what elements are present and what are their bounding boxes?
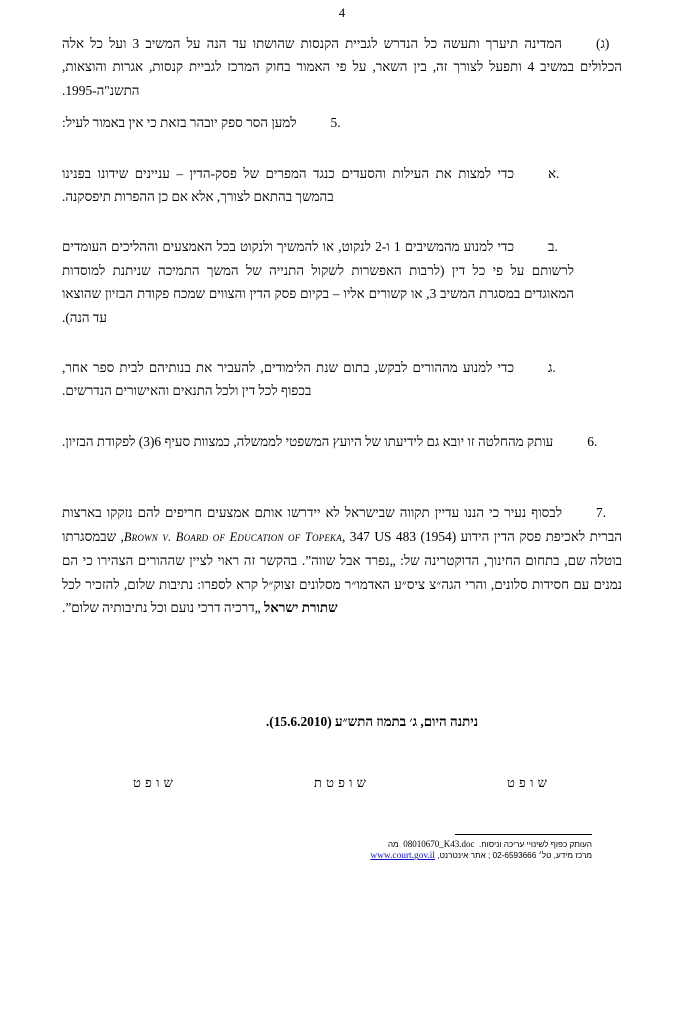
sub-clause-b-paragraph [62, 235, 574, 329]
footer-line-1 [0, 839, 592, 850]
footer-line-2 [0, 850, 592, 862]
item-6-text: עותק מהחלטה זו יובא גם לידיעתו של היועץ המשפטי לממשלה, כמצוות סעיף 6(3) לפקודת הבזיון. [62, 433, 554, 449]
sub-clause-b-marker: .ב [548, 239, 558, 255]
item-6-paragraph [62, 430, 622, 453]
item-7-bold-phrase: שתורת ישראל [263, 599, 338, 615]
clause-gimel-marker: (ג) [596, 36, 610, 51]
item-5-paragraph [62, 111, 622, 134]
spacer [62, 403, 622, 430]
footer-info-center-label: מרכז מידע, טל׳ [538, 851, 592, 861]
item-7-marker: .7 [596, 505, 607, 521]
sub-clause-c-paragraph [62, 356, 574, 403]
footer-website-link[interactable]: www.court.gov.il [370, 851, 436, 862]
footer-doc-code: 08010670_K43.doc [403, 839, 475, 849]
footer-phone-number: 02-6593666 [492, 851, 537, 861]
item-5-text: למען הסר ספק יובהר בזאת כי אין באמור לעיל: [62, 115, 297, 131]
spacer [62, 135, 622, 162]
case-citation-name: Brown v. Board of Education of Topeka [123, 529, 342, 544]
decision-date-line: ניתנה היום, ג׳ בתמוז התש״ע (15.6.2010). [265, 714, 479, 729]
sub-clause-c-block [62, 356, 574, 403]
footer-divider [455, 834, 592, 835]
sub-clause-b-block [62, 235, 574, 329]
spacer [62, 480, 622, 501]
signature-row [62, 774, 622, 792]
clause-gimel-paragraph [62, 32, 622, 102]
item-6-marker: .6 [587, 433, 598, 449]
sub-clause-b-text: כדי למנוע מהמשיבים 1 ו-2 לנקוט, או להמשיך ולנקוט בכל האמצעים וההליכים העומדים לרשותם על פי כל דין (לרבות האפשרות לשקול התנייה של המשך התמיכה שניתנת למוסדות המאוגדים במסגרת המשיב 3, או קשורים אליו – בקיום פסק הדין והצווים שמכח פקודת הבזיון שהוצאו עד הנה). [62, 239, 574, 325]
signature-slot-1 [436, 774, 622, 792]
signature-slot-2 [249, 774, 435, 792]
sub-clause-a-block [62, 162, 574, 209]
page-number: 4 [338, 6, 346, 20]
footer-text-block [0, 839, 592, 863]
judge-title-1: שופט [507, 775, 551, 790]
item-7-text-part3: „דרכיה דרכי נועם וכל נתיבותיה שלום”. [62, 599, 264, 615]
item-7-text-part2: , שבמסגרתו בוטלה שם, בתחום החינוך, הדוקטרינה של: „נפרד אבל שווה”. בהקשר זה ראוי לציין שההורים הצהירו כי הם נמנים עם חסידות סלונים, והרי הגה״צ ציס״ע האדמו״ר מסלונים זצוק״ל קרא לספרו: נתיבות שלום, להזכיר לכל [62, 528, 622, 592]
spacer [62, 208, 622, 235]
item-5-marker: .5 [330, 115, 341, 131]
sub-clause-a-text: כדי למצות את העילות והסעדים כנגד המפרים של פסק-הדין – עניינים שידונו בפנינו בהמשך בהתאם לצורך, אלא אם כן ההפרות תיפסקנה. [62, 165, 514, 205]
document-body [62, 32, 622, 619]
item-7-paragraph [62, 501, 622, 619]
sub-clause-a-paragraph [62, 162, 574, 209]
sub-clause-c-text: כדי למנוע מההורים לבקש, בתום שנת הלימודים, להעביר את בנותיהם לבית ספר אחר, בכפוף לכל דין ולכל התנאים והאישורים הנדרשים. [62, 360, 514, 399]
spacer [62, 102, 622, 111]
sub-clause-a-marker: .א [548, 165, 560, 181]
judge-title-2: שופטת [313, 775, 371, 790]
judge-title-3: שופט [133, 775, 177, 790]
footer-initials: מה [387, 840, 399, 849]
signature-slot-3 [62, 774, 248, 792]
sub-clause-c-marker: .ג [548, 360, 556, 376]
item-7-text-part1: לבסוף נעיר כי הננו עדיין תקווה שבישראל לא יידרשו אותם אמצעים חריפים להם נזקקו בארצות הברית לאכיפת פסק הדין הידוע [62, 505, 622, 544]
footer-disclaimer: העותק כפוף לשינויי עריכה וניסוח. [479, 840, 592, 849]
clause-gimel-text: המדינה תיערך ותעשה כל הנדרש לגביית הקנסות שהושתו עד הנה על המשיב 3 ועל כל אלה הכלולים במשיב 4 ותפעל לצורך זה, בין השאר, על פי האמור בחוק המרכז לגביית קנסות, אגרות והוצאות, התשנ"ה-1995. [62, 36, 622, 98]
spacer [62, 329, 622, 356]
spacer [62, 453, 622, 480]
footer-website-label: ; אתר אינטרנט, [437, 851, 491, 861]
case-citation-reference: , 347 US 483 (1954) [341, 528, 457, 544]
